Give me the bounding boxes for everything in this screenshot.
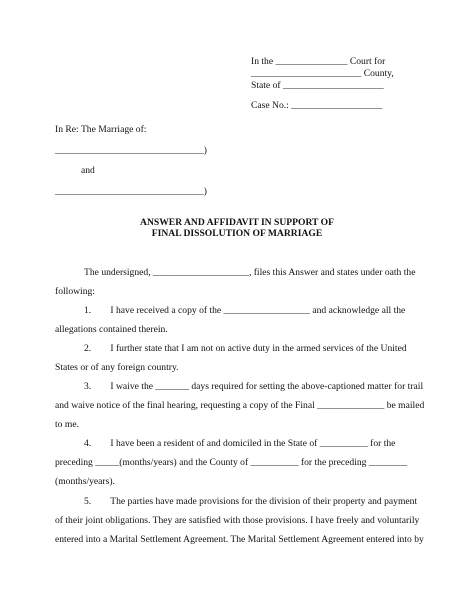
paragraph-5: 5. The parties have made provisions for the division of their property and payment (84, 496, 418, 507)
intro-line: The undersigned, ____________________, files this Answer and states under oath the (84, 267, 416, 278)
paragraph-3: 3. I waive the _______ days required for setting the above-captioned matter for trail (84, 381, 424, 392)
state-line: State of _____________________ (251, 80, 384, 91)
paragraph-1: 1. I have received a copy of the __________________ and acknowledge all the (84, 305, 406, 316)
county-line: _______________________ County, (251, 68, 394, 79)
paragraph-4: 4. I have been a resident of and domiciled in the State of __________ for the (84, 438, 396, 449)
paragraph-4: (months/years). (55, 476, 115, 487)
paragraph-2: 2. I further state that I am not on active duty in the armed services of the United (84, 343, 407, 354)
paragraph-5: entered into a Marital Settlement Agreement. The Marital Settlement Agreement entered into by (55, 534, 424, 545)
paragraph-5: of their joint obligations. They are satisfied with those provisions. I have freely and voluntarily (55, 515, 420, 526)
paragraph-1: allegations contained therein. (55, 324, 168, 335)
title-line-2: FINAL DISSOLUTION OF MARRIAGE (151, 228, 323, 239)
title-line-1: ANSWER AND AFFIDAVIT IN SUPPORT OF (140, 217, 334, 228)
intro-line: following: (55, 286, 95, 297)
and-label: and (81, 165, 95, 176)
court-line: In the _______________ Court for (251, 56, 386, 67)
party-two-line: _______________________________) (55, 186, 207, 197)
case-number: Case No.: ___________________ (251, 100, 383, 111)
party-one-line: _______________________________) (55, 145, 207, 156)
paragraph-4: preceding _____(months/years) and the County of __________ for the preceding ________ (55, 457, 408, 468)
paragraph-3: and waive notice of the final hearing, requesting a copy of the Final ______________ be mailed (55, 400, 425, 411)
in-re-label: In Re: The Marriage of: (55, 124, 147, 135)
paragraph-2: States or of any foreign country. (55, 362, 179, 373)
paragraph-3: to me. (55, 419, 79, 430)
